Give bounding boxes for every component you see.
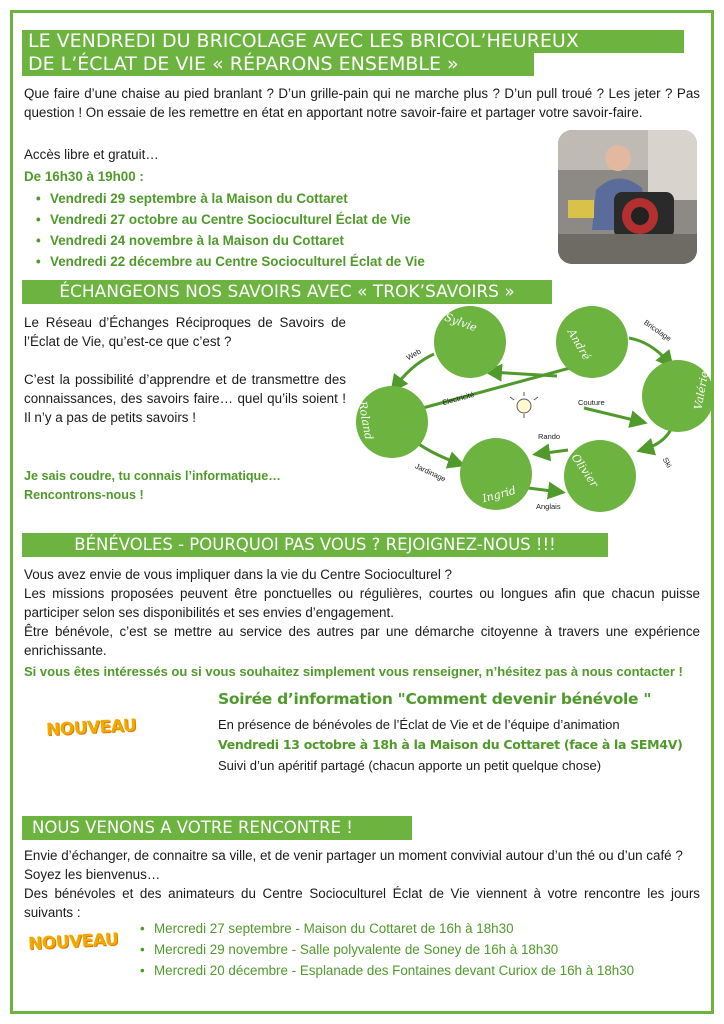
section3-para2: Les missions proposées peuvent être ponctuelles ou régulières, courtes ou longues afin que chacun puisse participer selon ses disponibilités et ses envies d’engagement. [24, 586, 700, 620]
person-sylvie-name: Sylvie [442, 310, 479, 335]
person-andre-name: André [564, 326, 594, 363]
skill-web: Web [404, 346, 423, 363]
repair-photo-illustration [558, 130, 699, 266]
person-olivier-name: Olivier [568, 451, 601, 490]
list-item: • Mercredi 20 décembre - Esplanade des Fontaines devant Curiox de 16h à 18h30 [138, 960, 704, 981]
skill-anglais: Anglais [536, 502, 561, 511]
section2-para1: Le Réseau d’Échanges Réciproques de Savoirs de l’Éclat de Vie, qu’est-ce que c’est ? [24, 315, 346, 349]
nouveau-badge-meetings: NOUVEAU [27, 929, 119, 955]
section1-paragraph: Que faire d’une chaise au pied branlant ? D’un grille-pain qui ne marche plus ? D’un pull troué ? Les jeter ? Pas question ! On essaie de les remettre en état en apportant notre savoir-faire et partager votre savoir-faire. [24, 86, 700, 120]
section2-para2: C’est la possibilité d’apprendre et de transmettre des connaissances, des savoirs faire… quel qu’ils soient ! Il n’y a pas de petits savoirs ! [24, 372, 346, 425]
section2-banner [22, 280, 552, 304]
list-item: • Vendredi 29 septembre à la Maison du Cottaret [34, 188, 534, 209]
troksavoirs-diagram [352, 302, 712, 518]
person-andre [556, 306, 628, 378]
section1-date-list [34, 188, 534, 272]
section1-banner-2 [22, 53, 534, 76]
section3-para4: Si vous êtes intéressés ou si vous souhaitez simplement vous renseigner, n’hésitez pas à nous contacter ! [24, 664, 683, 679]
section3-title: BÉNÉVOLES - POURQUOI PAS VOUS ? REJOIGNEZ-NOUS !!! [74, 535, 556, 554]
section2-title: ÉCHANGEONS NOS SAVOIRS AVEC « TROK’SAVOIRS » [59, 282, 515, 302]
section3-para3: Être bénévole, c’est se mettre au service des autres par une démarche citoyenne à travers une expérience enrichissante. [24, 624, 700, 658]
section1-title-line2: DE L’ÉCLAT DE VIE « RÉPARONS ENSEMBLE » [28, 53, 459, 75]
skill-ski: Ski [660, 455, 674, 470]
skill-couture: Couture [578, 398, 605, 407]
section4-title: NOUS VENONS A VOTRE RENCONTRE ! [32, 818, 353, 837]
person-valerie-name: Valérie [691, 370, 712, 411]
section4-para1: Envie d’échanger, de connaitre sa ville, et de venir partager un moment convivial autour d’un thé ou d’un café ? Soyez les bienvenus… [24, 848, 683, 882]
skill-rando: Rando [538, 432, 561, 441]
repair-photo [556, 128, 699, 266]
event-title: Soirée d’information "Comment devenir bénévole " [218, 690, 652, 708]
section1-banner [22, 30, 684, 53]
person-ingrid-name: Ingrid [480, 483, 518, 506]
section1-title-line1: LE VENDREDI DU BRICOLAGE AVEC LES BRICOL’HEUREUX [28, 30, 579, 52]
person-roland-name: Roland [355, 400, 376, 441]
event-line1: En présence de bénévoles de l’Éclat de Vie et de l’équipe d’animation [218, 717, 620, 732]
skill-jardinage: Jardinage [413, 461, 448, 484]
list-item: • Vendredi 24 novembre à la Maison du Cottaret [34, 230, 534, 251]
section1-hours: De 16h30 à 19h00 : [24, 169, 144, 184]
event-line3: Suivi d’un apéritif partagé (chacun apporte un petit quelque chose) [218, 758, 602, 773]
event-line2: Vendredi 13 octobre à 18h à la Maison du Cottaret (face à la SEM4V) [218, 737, 683, 752]
list-item: • Vendredi 27 octobre au Centre Socioculturel Éclat de Vie [34, 209, 534, 230]
person-olivier [564, 440, 636, 512]
section3-para1: Vous avez envie de vous impliquer dans la vie du Centre Socioculturel ? [24, 567, 453, 582]
lightbulb-icon [510, 392, 538, 418]
section2-para3: Je sais coudre, tu connais l’informatique… Rencontrons-nous ! [24, 469, 281, 502]
nouveau-badge-volunteer: NOUVEAU [45, 715, 137, 741]
section3-banner [22, 533, 608, 557]
list-item: • Mercredi 27 septembre - Maison du Cottaret de 16h à 18h30 [138, 918, 704, 939]
list-item: • Vendredi 22 décembre au Centre Socioculturel Éclat de Vie [34, 251, 534, 272]
section4-date-list [138, 918, 704, 981]
section1-access: Accès libre et gratuit… [24, 147, 159, 162]
section4-para2: Des bénévoles et des animateurs du Centre Socioculturel Éclat de Vie viennent à votre rencontre les jours suivants : [24, 886, 700, 920]
section4-banner [22, 816, 412, 840]
list-item: • Mercredi 29 novembre - Salle polyvalente de Soney de 16h à 18h30 [138, 939, 704, 960]
skill-bricolage: Bricolage [642, 317, 674, 344]
skill-electricite: Electricité [441, 389, 476, 408]
